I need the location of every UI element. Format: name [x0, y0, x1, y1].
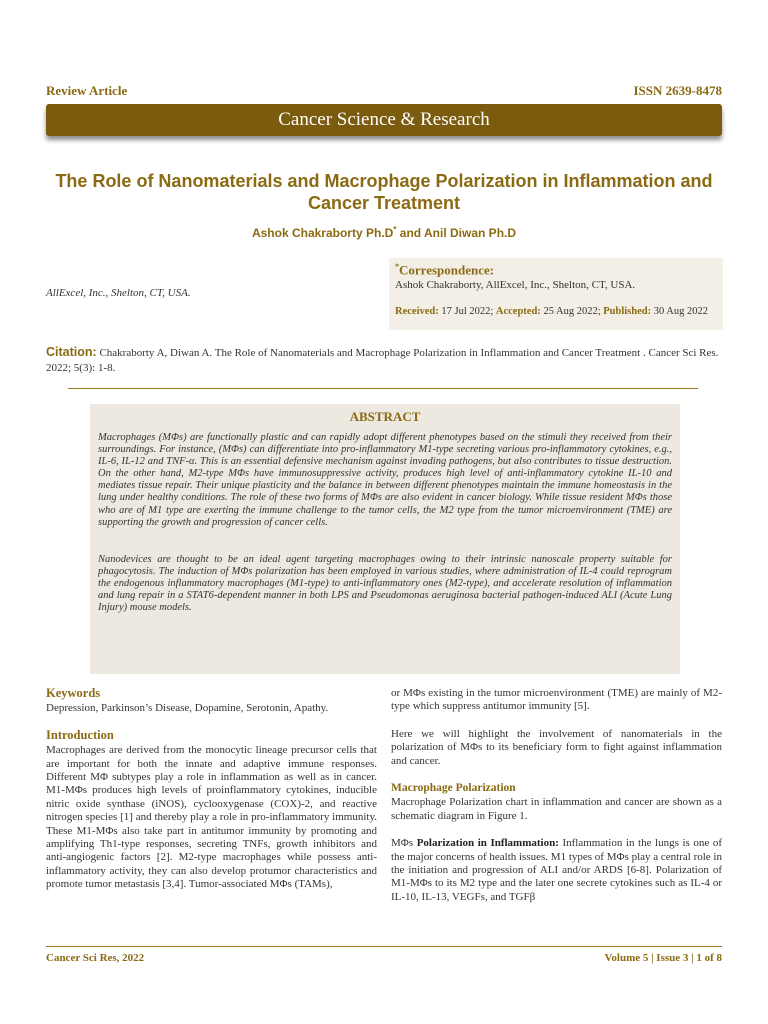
keywords-heading: Keywords	[46, 686, 101, 700]
received-date: 17 Jul 2022;	[441, 306, 494, 318]
authors	[46, 225, 722, 240]
right-column	[391, 687, 722, 904]
accepted-date: 25 Aug 2022;	[543, 306, 601, 318]
polarization-text: Macrophage Polarization chart in inflammation and cancer are shown as a schematic diagram in Figure 1.	[391, 796, 722, 822]
citation-text: Chakraborty A, Diwan A. The Role of Nanomaterials and Macrophage Polarization in Inflammation and Cancer Treatment . Cancer Sci Res. 2022; 5(3): 1-8.	[46, 347, 719, 374]
abstract-heading: ABSTRACT	[349, 409, 421, 424]
right-paragraph-1: or MΦs existing in the tumor microenvironment (TME) are mainly of M2-type which suppress antitumor immunity [5].	[391, 687, 722, 713]
inflammation-paragraph	[391, 837, 722, 904]
keywords-text: Depression, Parkinson’s Disease, Dopamine, Serotonin, Apathy.	[46, 702, 329, 715]
journal-banner: Cancer Science & Research	[46, 104, 722, 136]
correspondence-box	[389, 258, 723, 330]
article-title: The Role of Nanomaterials and Macrophage Polarization in Inflammation and Cancer Treatment	[55, 171, 713, 213]
author-1-mark: *	[393, 225, 397, 234]
citation-label: Citation:	[46, 345, 97, 359]
accepted-label: Accepted:	[495, 306, 541, 318]
abstract-paragraph-1: Macrophages (MΦs) are functionally plastic and can rapidly adopt different phenotypes based on the stimuli they received from their surroundings. For instance, (MΦs) can differentiate into pro-inflammatory M1-type secreting various pro-inflammatory cytokines, e.g., IL-6, IL-12 and TNF-α. This is an essential defensive mechanism against invading pathogens, but also contributes to tissue destruction. On the other hand, M2-type MΦs have immunosuppressive activity, produces high level of anti-inflammatory cytokine IL-10 and mediates tissue repair. Their unique plasticity and the balance in between different phenotypes maintain the immune homeostasis in the lung under healthy conditions. The role of these two forms of MΦs are also evident in cancer biology. While tissue resident MΦs those who are of M1 type are exerting the immune challenge to the tumor cells, the M2 type from the tumor microenvironment (TME) are supporting the growth and progression of cancer cells.	[98, 432, 672, 528]
article-dates	[395, 306, 717, 317]
inflammation-prefix: MΦs	[391, 837, 417, 850]
left-column	[46, 687, 377, 892]
affiliation: AllExcel, Inc., Shelton, CT, USA.	[46, 287, 191, 299]
footer-journal: Cancer Sci Res, 2022	[46, 952, 145, 964]
issn: ISSN 2639-8478	[633, 83, 722, 98]
received-label: Received:	[395, 306, 439, 318]
correspondence-mark: *	[395, 262, 399, 271]
correspondence-text: Ashok Chakraborty, AllExcel, Inc., Shelton, CT, USA.	[395, 279, 636, 292]
citation	[46, 345, 726, 376]
correspondence-title: *Correspondence:	[395, 262, 495, 278]
author-1: Ashok Chakraborty Ph.D	[251, 226, 394, 240]
divider	[68, 388, 698, 389]
abstract-box	[90, 404, 680, 674]
right-paragraph-2: Here we will highlight the involvement of nanomaterials in the polarization of MΦs to its beneficiary form to fight against inflammation and cancer.	[391, 727, 722, 767]
footer-divider	[46, 946, 722, 947]
inflammation-lead: Polarization in Inflammation:	[416, 837, 559, 850]
article-type: Review Article	[46, 83, 128, 98]
inflammation-text: Inflammation in the lungs is one of the major concerns of health issues. M1 types of MΦs play a central role in the initiation and progression of ALI and/or ARDS [6-8]. Polarization of M1-MΦs to its M2 type and the later one secrete cytokines such as IL-4 or IL-10, IL-13, VEGFs, and TGFβ	[391, 837, 722, 903]
published-label: Published:	[603, 306, 652, 318]
polarization-heading: Macrophage Polarization	[391, 782, 516, 795]
published-date: 30 Aug 2022	[653, 306, 708, 318]
abstract-paragraph-2: Nanodevices are thought to be an ideal agent targeting macrophages owing to their intrinsic nanoscale property suitable for phagocytosis. The induction of MΦs polarization has been employed in various studies, where administration of IL-4 could reprogram the endogenous inflammatory macrophages (M1-type) to anti-inflammatory ones (M2-type), and accelerate resolution of inflammation and lung repair in a STAT6-dependent manner in both LPS and Pseudomonas aeruginosa bacterial pathogen-induced ALI (Acute Lung Injury) mouse models.	[98, 553, 672, 614]
introduction-heading: Introduction	[46, 727, 114, 742]
introduction-text: Macrophages are derived from the monocytic lineage precursor cells that are important for both the innate and adaptive immune responses. Different MΦ subtypes play a role in inflammation as well as in cancer. M1-MΦs produces high levels of proinflammatory cytokines, inducible nitric oxide synthase (iNOS), cyclooxygenase (COX)-2, and reactive nitrogen species [1] and thereby play a role in pro-inflammatory immunity. These M1-MΦs also take part in antitumor immunity by promoting and amplifying Th1-type responses, secreting TNFs, growth inhibitors and anti-angiogenic factors [2]. M2-type macrophages while possess anti-inflammatory activity, they can also develop protumor characteristics and promote tumor metastasis [3,4]. Tumor-associated MΦs (TAMs),	[46, 744, 377, 891]
author-connector: and	[396, 226, 425, 240]
author-2: Anil Diwan Ph.D	[424, 226, 517, 240]
footer-page-info: Volume 5 | Issue 3 | 1 of 8	[604, 952, 722, 964]
